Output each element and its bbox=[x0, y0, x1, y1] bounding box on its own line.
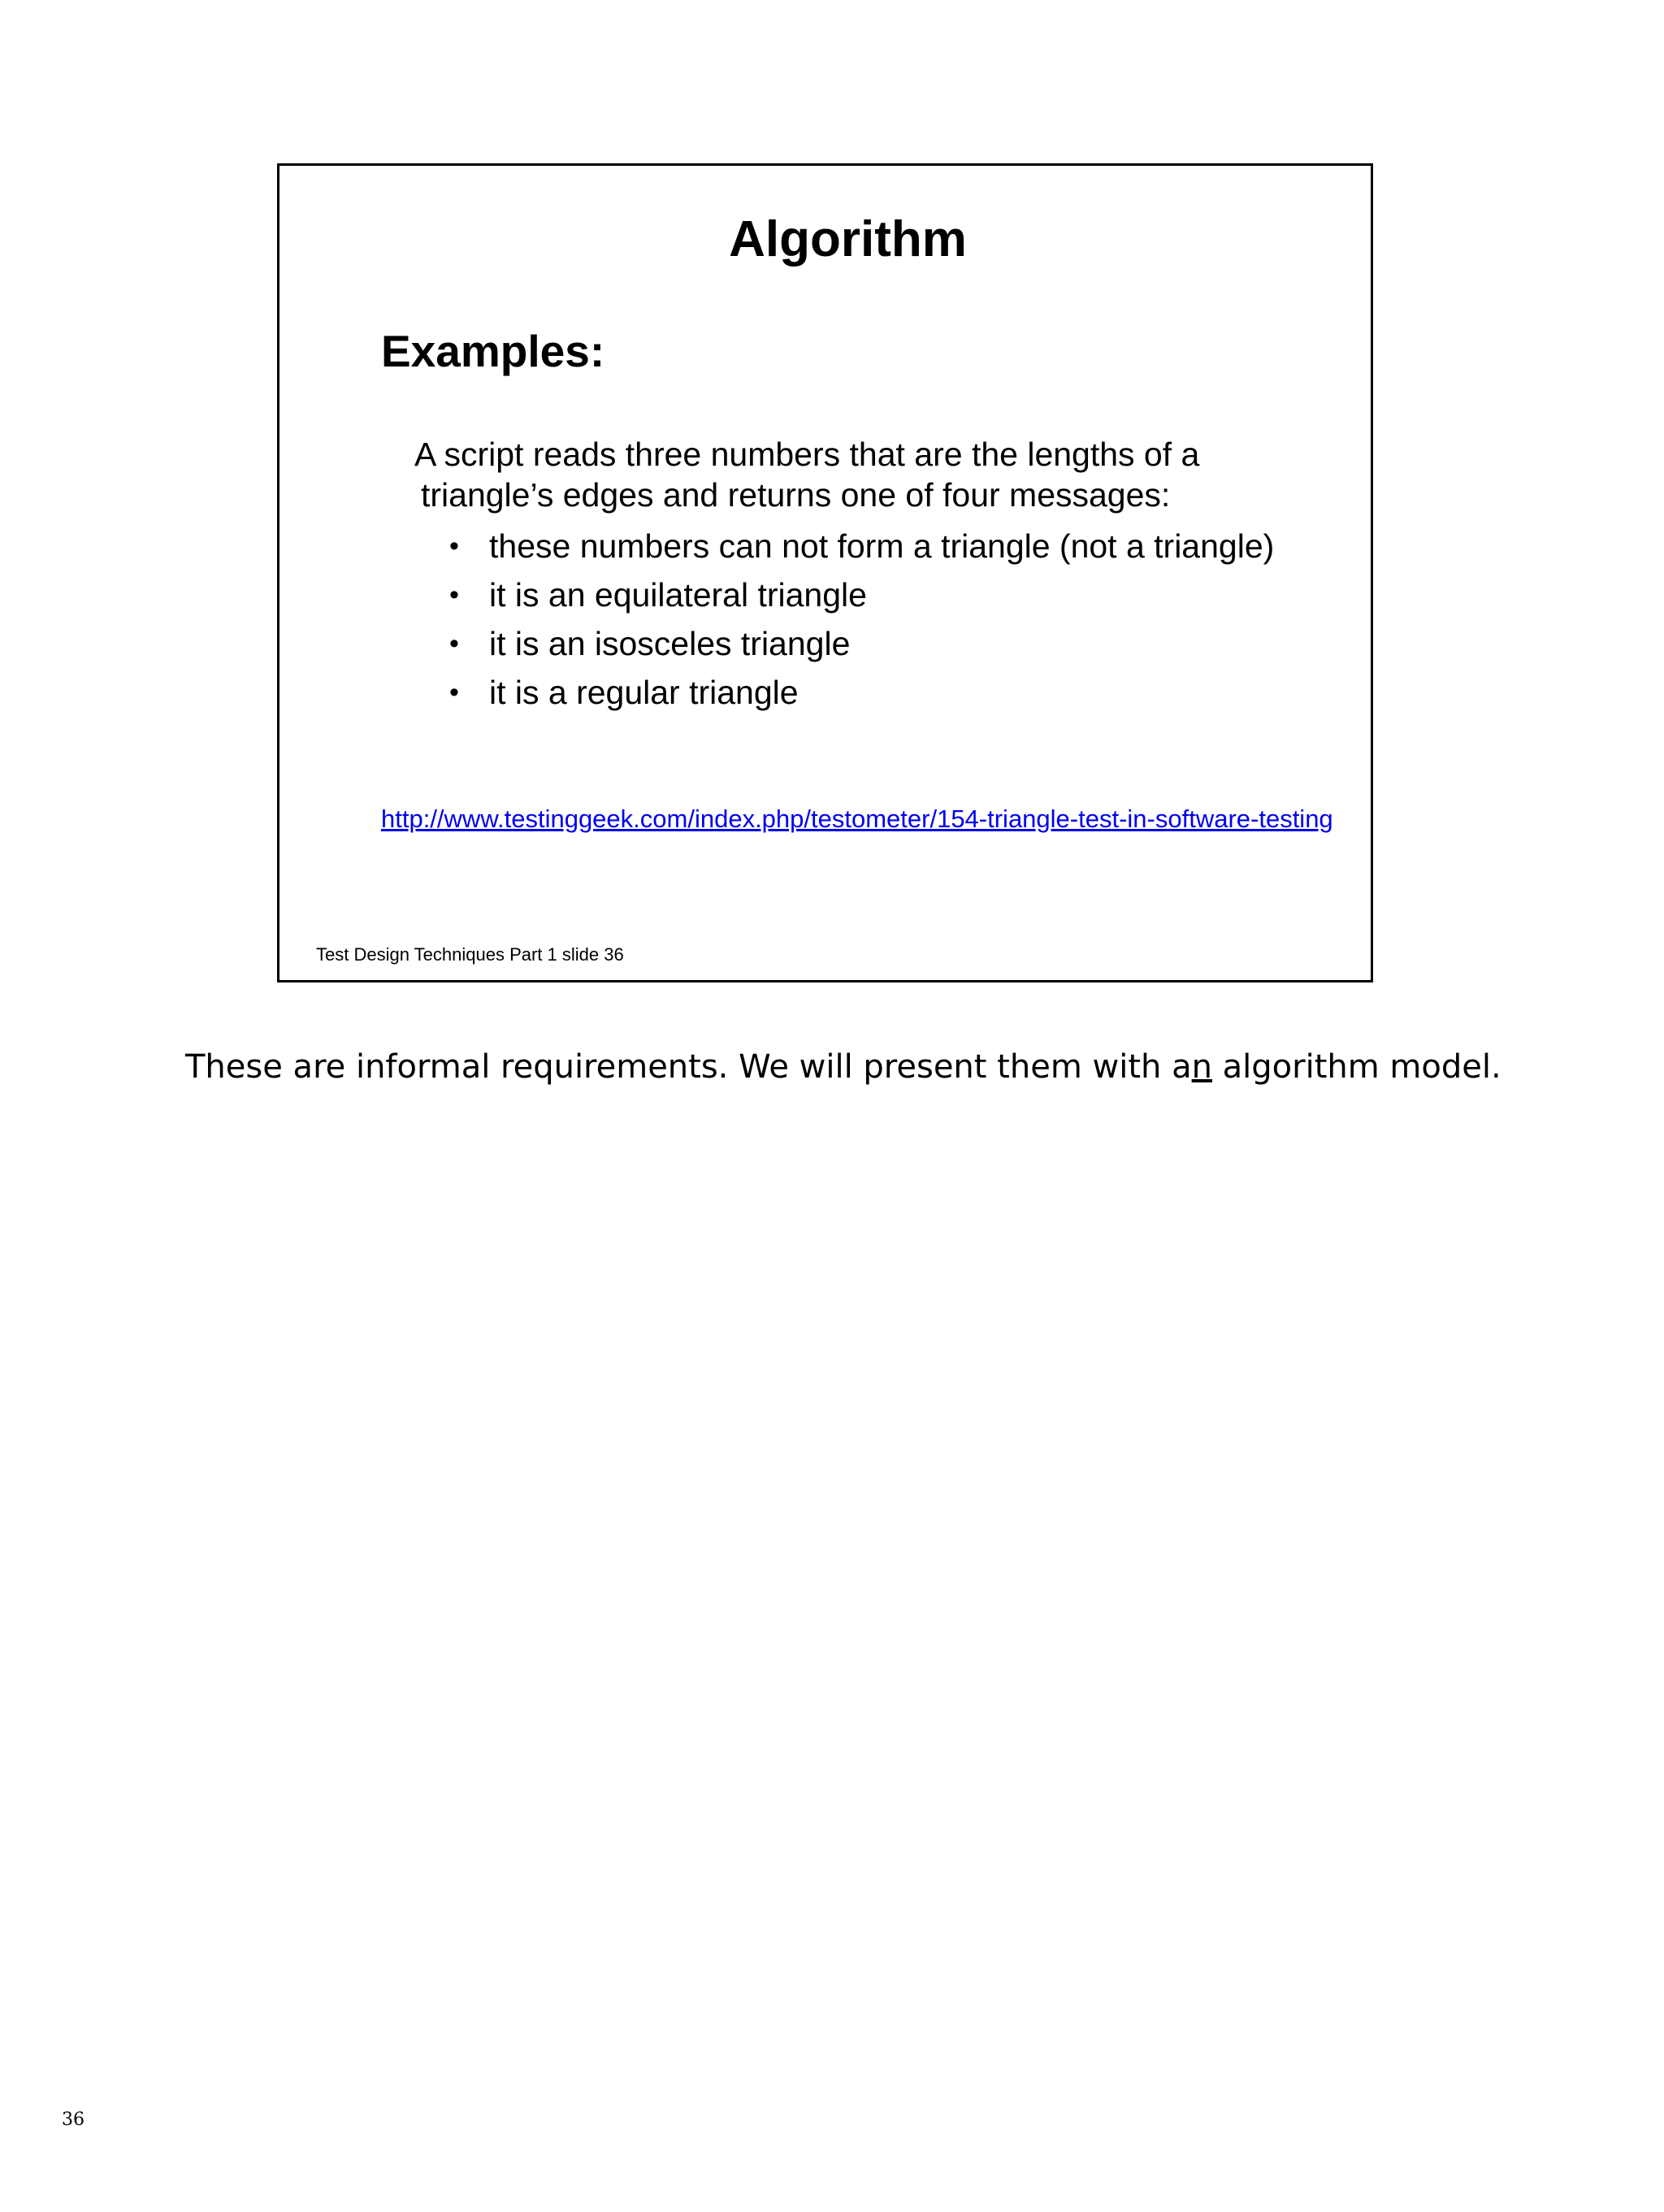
intro-text bbox=[414, 434, 1308, 515]
list-item-text: it is a regular triangle bbox=[489, 674, 799, 711]
list-item bbox=[434, 570, 1274, 619]
list-item-text: these numbers can not form a triangle (not a triangle) bbox=[489, 527, 1275, 565]
list-item bbox=[434, 619, 1274, 668]
message-list bbox=[434, 522, 1274, 717]
list-item bbox=[434, 522, 1274, 570]
bullet-icon: • bbox=[449, 677, 459, 708]
bullet-icon: • bbox=[449, 531, 459, 562]
body-text-underlined: n bbox=[1191, 1048, 1212, 1086]
bullet-icon: • bbox=[449, 628, 459, 659]
list-item bbox=[434, 668, 1274, 717]
body-text-start: These are informal requirements. We will present them with a bbox=[185, 1048, 1192, 1086]
intro-line-2: triangle’s edges and returns one of four messages: bbox=[421, 476, 1171, 514]
slide-frame bbox=[277, 163, 1373, 982]
slide-footer: Test Design Techniques Part 1 slide 36 bbox=[316, 944, 624, 965]
page-number: 36 bbox=[62, 2110, 84, 2130]
list-item-text: it is an equilateral triangle bbox=[489, 576, 867, 614]
body-paragraph bbox=[185, 1047, 1502, 1087]
body-text-end: algorithm model. bbox=[1211, 1048, 1502, 1086]
list-item-text: it is an isosceles triangle bbox=[489, 625, 851, 662]
examples-heading: Examples: bbox=[381, 326, 605, 376]
intro-line-1: A script reads three numbers that are the lengths of a bbox=[414, 436, 1200, 473]
reference-link[interactable]: http://www.testinggeek.com/index.php/testometer/154-triangle-test-in-software-testing bbox=[381, 805, 1333, 833]
bullet-icon: • bbox=[449, 579, 459, 610]
slide-title: Algorithm bbox=[729, 211, 967, 267]
